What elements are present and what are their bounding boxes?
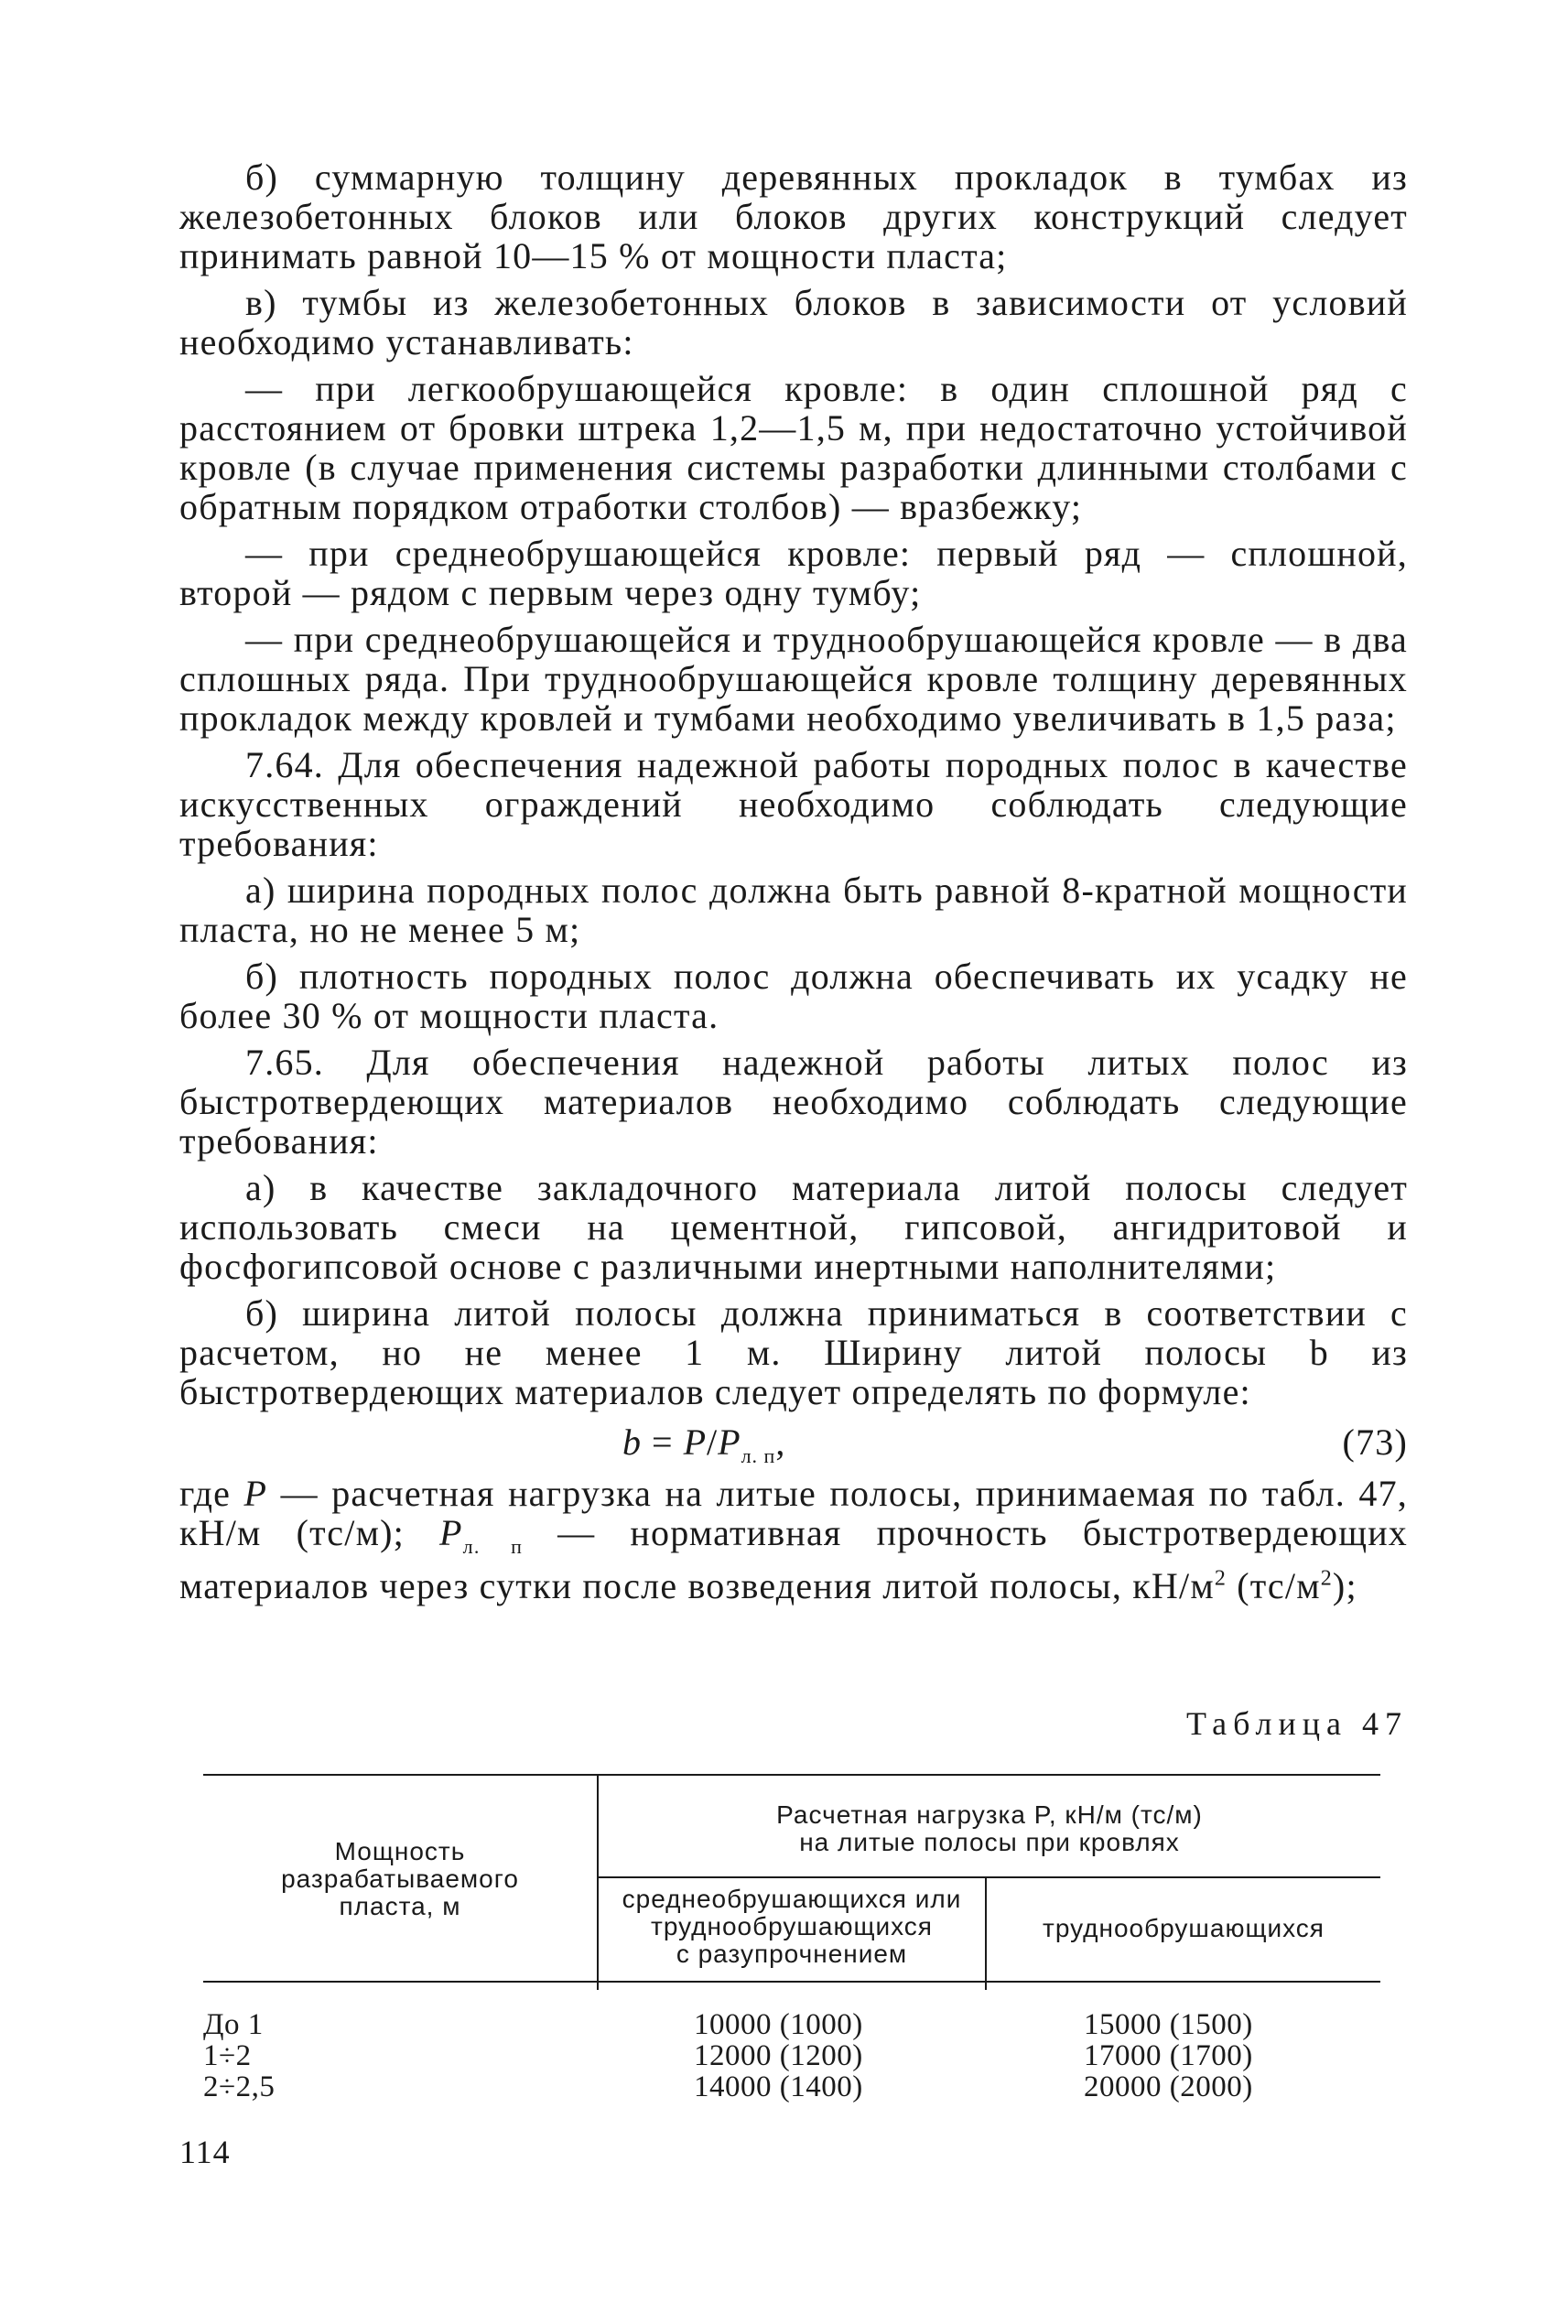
header-load-line: на литые полосы при кровлях [799, 1828, 1180, 1856]
table-header-bottom-rule [203, 1981, 1380, 1983]
cell-medium: 10000 (1000) [694, 2008, 863, 2041]
header-thickness-line: разрабатываемого [281, 1865, 519, 1893]
cell-hard: 20000 (2000) [1084, 2070, 1253, 2103]
header-load-line: Расчетная нагрузка P, кН/м (тс/м) [776, 1800, 1203, 1829]
header-medium-line: среднеобрушающихся или [622, 1885, 962, 1913]
table-title: Таблица 47 [1186, 1705, 1408, 1742]
paragraph: 7.65. Для обеспечения надежной работы литых полос из быстротвердеющих материалов необходимо соблюдать следующие требования: [179, 1042, 1408, 1162]
cell-hard: 15000 (1500) [1084, 2008, 1253, 2041]
header-thickness-line: пласта, м [339, 1892, 461, 1920]
table-group-rule [597, 1876, 1380, 1878]
cell-thickness: До 1 [203, 2008, 264, 2041]
cell-thickness: 2÷2,5 [203, 2070, 276, 2103]
page-number: 114 [179, 2134, 231, 2170]
paragraph: а) в качестве закладочного материала литой полосы следует использовать смеси на цементной, гипсовой, ангидритовой и фосфогипсовой основе с различными инертными наполнителями; [179, 1167, 1408, 1287]
formula-explanation: где P — расчетная нагрузка на литые полосы, принимаемая по табл. 47, кН/м (тс/м); $P_{л. п}$ — нормативная прочность быстротвердеющих материалов через сутки после возведения литой полосы, $кН/м^2$ $(тс/м^2)$; [179, 1473, 1409, 1606]
paragraph: — при среднеобрушающейся и труднообрушающейся кровле — в два сплошных ряда. При труднообрушающейся кровле толщину деревянных прокладок между кровлей и тумбами необходимо увеличивать в 1,5 раза; [179, 619, 1408, 739]
formula-expression: $b = P/P_{л. п}$, [622, 1421, 786, 1467]
paragraph: 7.64. Для обеспечения надежной работы породных полос в качестве искусственных ограждений необходимо соблюдать следующие требования: [179, 744, 1408, 864]
body-text [179, 157, 1408, 1613]
header-medium-line: с разупрочнением [676, 1940, 908, 1968]
header-load-group [599, 1801, 1380, 1856]
formula-number: (73) [1342, 1421, 1408, 1463]
paragraph: б) плотность породных полос должна обеспечивать их усадку не более 30 % от мощности пласта. [179, 956, 1408, 1036]
cell-thickness: 1÷2 [203, 2039, 252, 2072]
paragraph: — при легкообрушающейся кровле: в один сплошной ряд с расстоянием от бровки штрека 1,2—1,5 м, при недостаточно устойчивой кровле (в случае применения системы разработки длинными столбами с обратным порядком отработки столбов) — вразбежку; [179, 368, 1408, 527]
table-47 [203, 1774, 1380, 2103]
paragraph: а) ширина породных полос должна быть равной 8-кратной мощности пласта, но не менее 5 м; [179, 870, 1408, 950]
header-hard-roof: труднообрушающихся [1043, 1914, 1325, 1942]
cell-hard: 17000 (1700) [1084, 2039, 1253, 2072]
header-thickness-line: Мощность [334, 1837, 466, 1865]
cell-medium: 14000 (1400) [694, 2070, 863, 2103]
paragraph: — при среднеобрушающейся кровле: первый ряд — сплошной, второй — рядом с первым через одну тумбу; [179, 533, 1408, 613]
table-top-rule [203, 1774, 1380, 1776]
paragraph: б) суммарную толщину деревянных прокладок в тумбах из железобетонных блоков или блоков других конструкций следует принимать равной 10—15 % от мощности пласта; [179, 157, 1408, 276]
formula-73 [179, 1419, 1408, 1470]
paragraph: б) ширина литой полосы должна приниматься в соответствии с расчетом, но не менее 1 м. Ширину литой полосы b из быстротвердеющих материалов следует определять по формуле: [179, 1292, 1408, 1412]
header-medium-line: труднообрушающихся [651, 1912, 933, 1940]
header-thickness [203, 1838, 597, 1920]
paragraph: в) тумбы из железобетонных блоков в зависимости от условий необходимо устанавливать: [179, 282, 1408, 362]
header-medium-roof [599, 1886, 985, 1968]
cell-medium: 12000 (1200) [694, 2039, 863, 2072]
